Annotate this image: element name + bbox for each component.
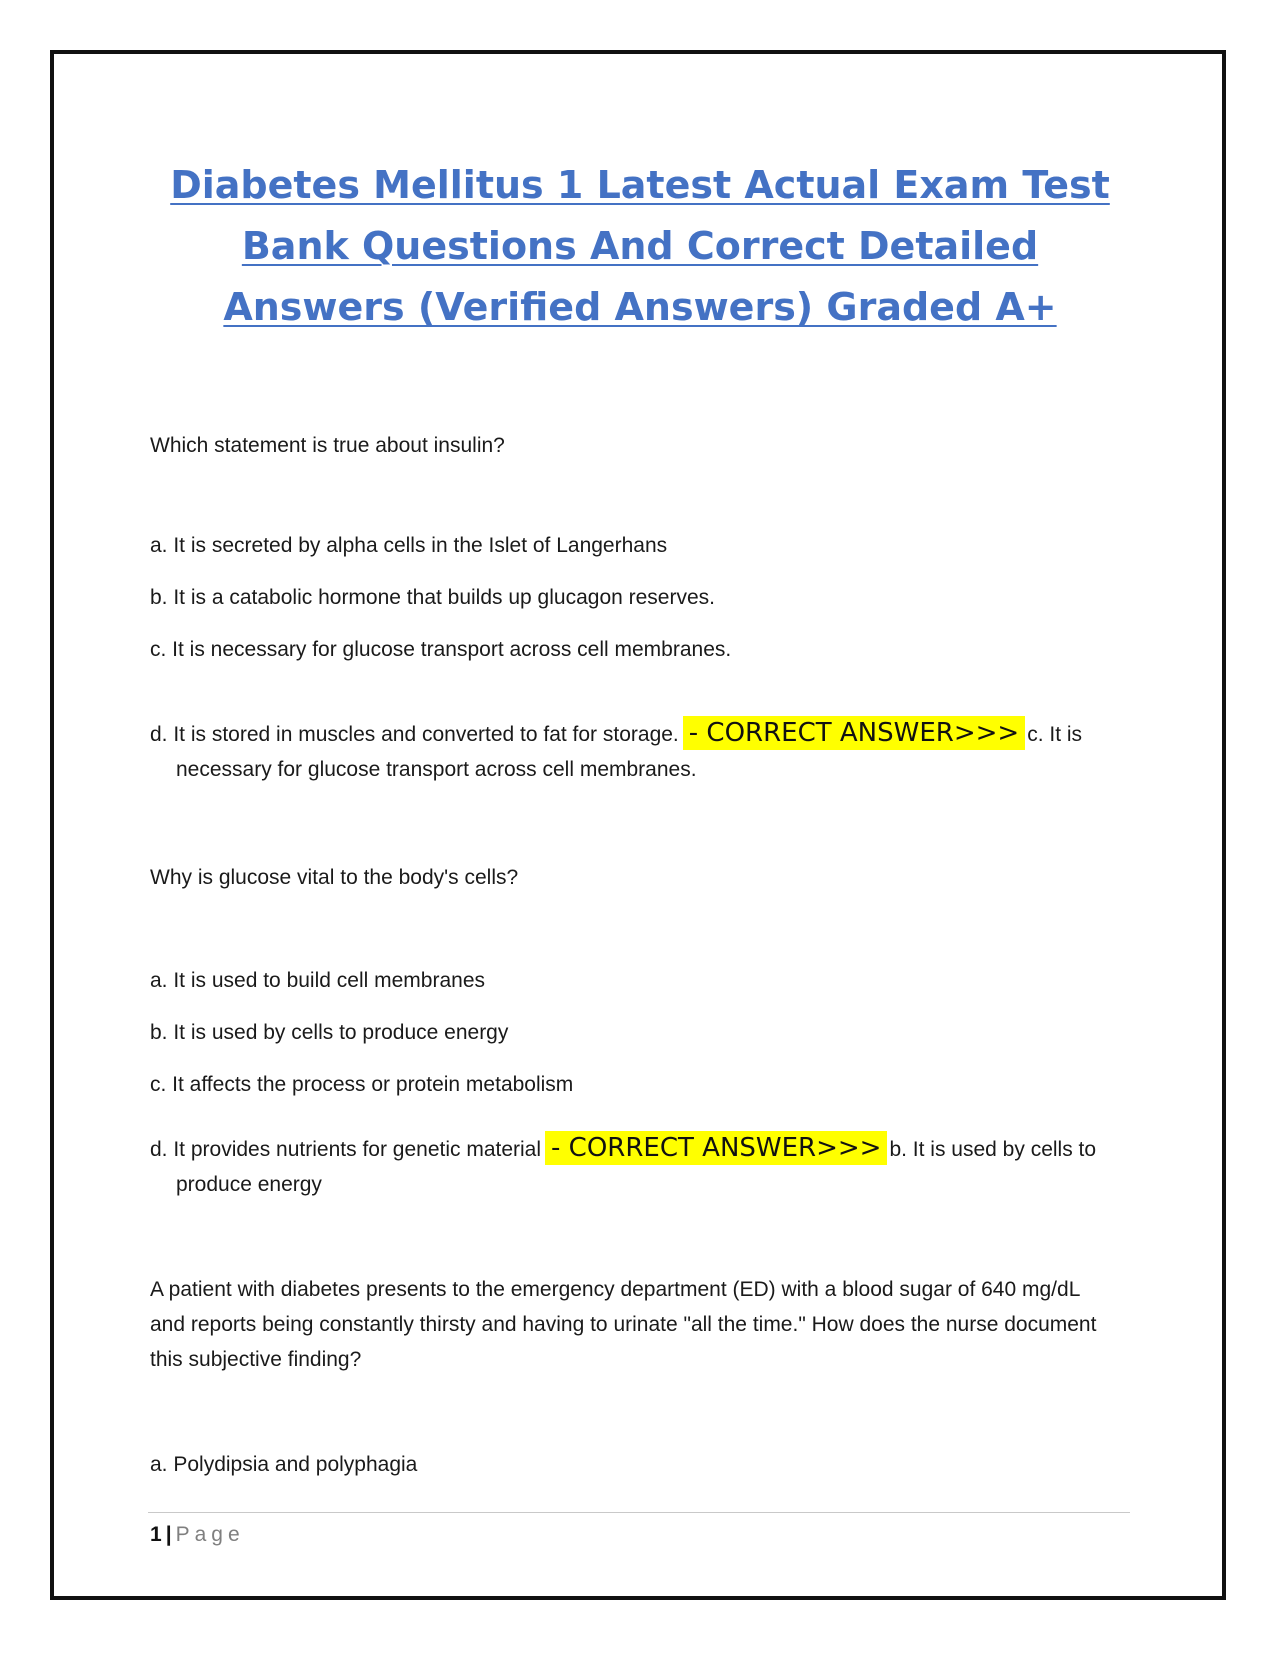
question-1-option-d-with-answer <box>150 716 1120 787</box>
page-number: 1 <box>150 1523 162 1546</box>
question-2-option-b: b. It is used by cells to produce energy <box>150 1021 509 1044</box>
document-title: Diabetes Mellitus 1 Latest Actual Exam Test Bank Questions And Correct Detailed Answers (Verified Answers) Graded A+ <box>170 163 1110 329</box>
question-2-answer: b. It is used by cells to produce energy <box>176 1138 1097 1196</box>
footer-separator: | <box>165 1523 172 1546</box>
correct-answer-marker: - CORRECT ANSWER>>> <box>683 716 1025 750</box>
question-1-option-a: a. It is secreted by alpha cells in the Islet of Langerhans <box>150 534 668 557</box>
question-2-option-c: c. It affects the process or protein metabolism <box>150 1073 574 1096</box>
correct-answer-marker: - CORRECT ANSWER>>> <box>545 1131 887 1165</box>
question-1-option-c: c. It is necessary for glucose transport across cell membranes. <box>150 638 732 661</box>
question-3: A patient with diabetes presents to the emergency department (ED) with a blood sugar of 640 mg/dL and reports being constantly thirsty and having to urinate "all the time." How does the nurse document this subjective finding? <box>150 1278 1097 1371</box>
page-label: Page <box>175 1523 245 1546</box>
question-1-option-b: b. It is a catabolic hormone that builds up glucagon reserves. <box>150 586 715 609</box>
question-1-answer: c. It is necessary for glucose transport across cell membranes. <box>176 723 1083 781</box>
question-1-option-d: d. It is stored in muscles and converted to fat for storage. <box>150 723 679 746</box>
question-3-option-a: a. Polydipsia and polyphagia <box>150 1453 418 1476</box>
question-2-option-a: a. It is used to build cell membranes <box>150 969 485 992</box>
question-2-option-d-with-answer <box>150 1131 1120 1202</box>
question-2-option-d: d. It provides nutrients for genetic material <box>150 1138 542 1161</box>
footer-divider <box>148 1512 1130 1513</box>
page-footer <box>150 1520 245 1550</box>
question-1: Which statement is true about insulin? <box>150 434 505 457</box>
question-2: Why is glucose vital to the body's cells? <box>150 866 519 889</box>
